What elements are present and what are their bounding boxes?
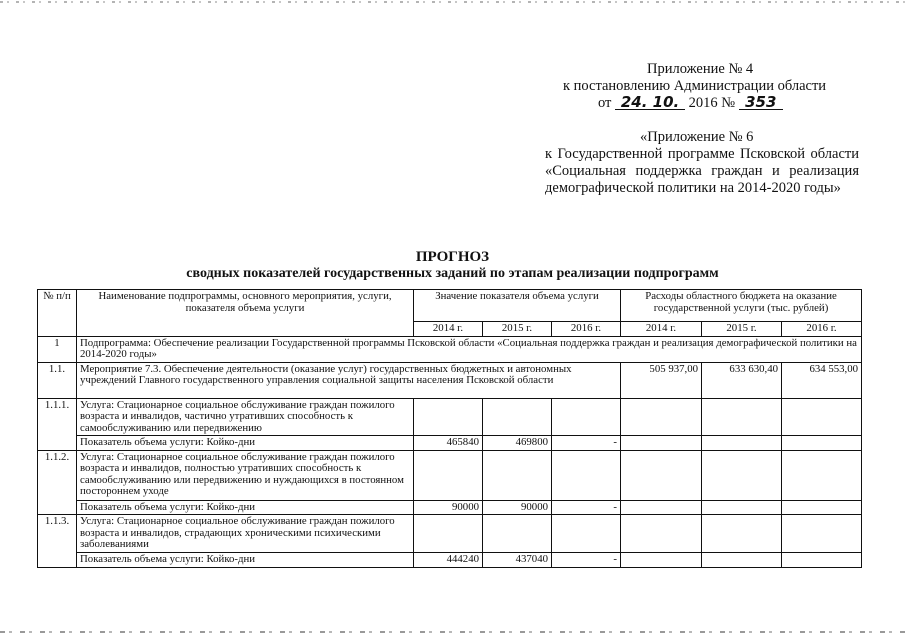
empty-cell [782, 515, 862, 553]
empty-cell [483, 515, 552, 553]
empty-cell [782, 500, 862, 515]
empty-cell [621, 398, 702, 436]
empty-cell [702, 398, 782, 436]
empty-cell [621, 500, 702, 515]
empty-cell [702, 515, 782, 553]
empty-cell [483, 398, 552, 436]
empty-cell [552, 398, 621, 436]
subprogram-row [38, 336, 862, 362]
volume-2015: 437040 [483, 553, 552, 568]
service-row [38, 450, 862, 500]
document-subtitle: сводных показателей государственных заданий по этапам реализации подпрограмм [186, 266, 719, 281]
service-row [38, 398, 862, 436]
empty-cell [552, 515, 621, 553]
measure-expense-2014: 505 937,00 [621, 362, 702, 398]
subprogram-text: Подпрограмма: Обеспечение реализации Государственной программы Псковской области «Социальная поддержка граждан и реализация демографической политики на 2014-2020 годы» [77, 336, 862, 362]
empty-cell [552, 450, 621, 500]
volume-2016: - [552, 436, 621, 451]
year-header: 2014 г. [414, 322, 483, 337]
forecast-table [37, 289, 862, 568]
empty-cell [414, 450, 483, 500]
measure-num: 1.1. [38, 362, 77, 398]
service-text: Услуга: Стационарное социальное обслуживание граждан пожилого возраста и инвалидов, страдающих хроническими психическими заболеваниями [77, 515, 414, 553]
empty-cell [702, 553, 782, 568]
service-row [38, 515, 862, 553]
empty-cell [782, 398, 862, 436]
year-header: 2014 г. [621, 322, 702, 337]
date-number-line [598, 95, 783, 112]
indicator-label: Показатель объема услуги: Койко-дни [77, 500, 414, 515]
year-header: 2015 г. [483, 322, 552, 337]
indicator-label: Показатель объема услуги: Койко-дни [77, 553, 414, 568]
empty-cell [414, 398, 483, 436]
indicator-row [38, 553, 862, 568]
year-header: 2015 г. [702, 322, 782, 337]
indicator-label: Показатель объема услуги: Койко-дни [77, 436, 414, 451]
empty-cell [621, 436, 702, 451]
volume-2015: 90000 [483, 500, 552, 515]
empty-cell [782, 450, 862, 500]
empty-cell [414, 515, 483, 553]
volume-2015: 469800 [483, 436, 552, 451]
volume-2014: 90000 [414, 500, 483, 515]
subprogram-num: 1 [38, 336, 77, 362]
appendix-4-label: Приложение № 4 [647, 61, 754, 77]
from-word: от [598, 95, 612, 111]
service-num: 1.1.3. [38, 515, 77, 568]
empty-cell [702, 436, 782, 451]
volume-2014: 444240 [414, 553, 483, 568]
measure-expense-2015: 633 630,40 [702, 362, 782, 398]
service-num: 1.1.1. [38, 398, 77, 450]
service-text: Услуга: Стационарное социальное обслуживание граждан пожилого возраста и инвалидов, полностью утративших способность к самообслуживанию или передвижению и нуждающихся в постоянном постороннем уходе [77, 450, 414, 500]
measure-text: Мероприятие 7.3. Обеспечение деятельности (оказание услуг) государственных бюджетных и автономных учреждений Главного государственного управления социальной защиты населения Псковской области [77, 362, 621, 398]
col-header-expenses: Расходы областного бюджета на оказание государственной услуги (тыс. рублей) [621, 290, 862, 322]
col-header-num: № п/п [38, 290, 77, 337]
indicator-row [38, 500, 862, 515]
measure-row [38, 362, 862, 398]
service-num: 1.1.2. [38, 450, 77, 515]
empty-cell [782, 553, 862, 568]
handwritten-date: 24. 10. [615, 95, 685, 110]
empty-cell [702, 500, 782, 515]
document-title: ПРОГНОЗ [415, 249, 490, 265]
year-header: 2016 г. [782, 322, 862, 337]
empty-cell [621, 450, 702, 500]
empty-cell [782, 436, 862, 451]
empty-cell [621, 515, 702, 553]
indicator-row [38, 436, 862, 451]
scan-edge-bottom [0, 631, 905, 633]
volume-2016: - [552, 553, 621, 568]
col-header-volume: Значение показателя объема услуги [414, 290, 621, 322]
header-row-main [38, 290, 862, 322]
appendix-6-label: «Приложение № 6 [640, 129, 754, 145]
year-number-label: 2016 № [688, 95, 736, 111]
year-header: 2016 г. [552, 322, 621, 337]
resolution-line: к постановлению Администрации области [563, 78, 827, 94]
empty-cell [702, 450, 782, 500]
volume-2016: - [552, 500, 621, 515]
volume-2014: 465840 [414, 436, 483, 451]
scan-edge-top [0, 1, 905, 3]
program-reference: к Государственной программе Псковской области «Социальная поддержка граждан и реализация демографической политики на 2014-2020 годы» [545, 146, 859, 196]
col-header-name: Наименование подпрограммы, основного мероприятия, услуги, показателя объема услуги [77, 290, 414, 337]
handwritten-number: 353 [739, 95, 783, 110]
empty-cell [621, 553, 702, 568]
empty-cell [483, 450, 552, 500]
measure-expense-2016: 634 553,00 [782, 362, 862, 398]
service-text: Услуга: Стационарное социальное обслуживание граждан пожилого возраста и инвалидов, частично утративших способность к самообслуживанию или передвижению [77, 398, 414, 436]
